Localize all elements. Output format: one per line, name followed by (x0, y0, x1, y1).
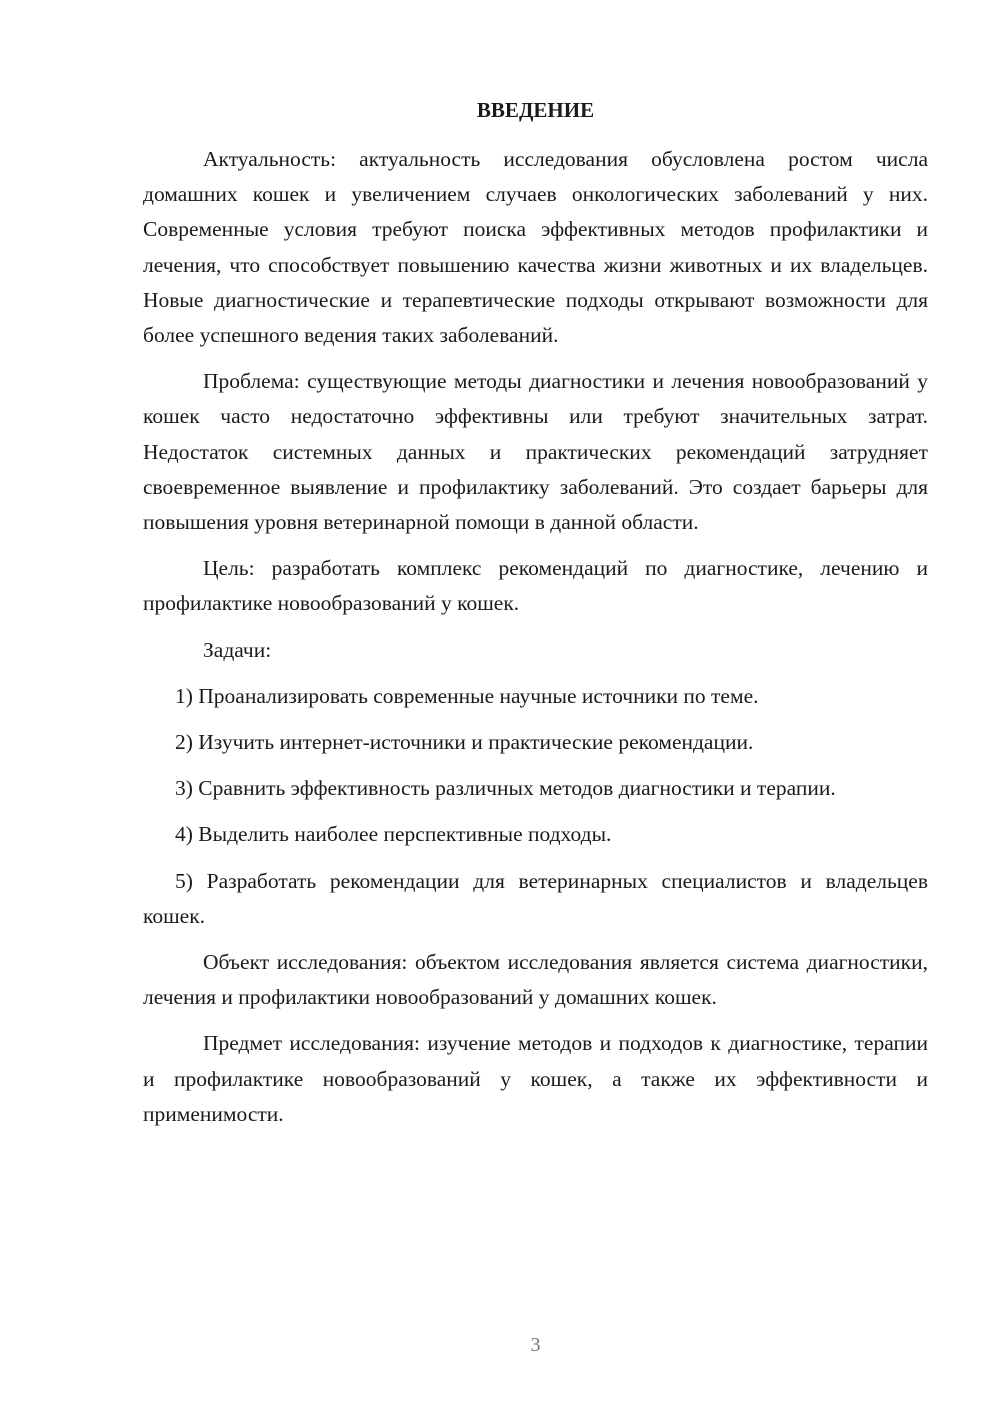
tasks-label: Задачи: (203, 637, 272, 662)
document-body (143, 142, 928, 1132)
relevance-paragraph: Актуальность: актуальность исследования обусловлена ростом числа домашних кошек и увеличением случаев онкологических заболеваний у них. Современные условия требуют поиска эффективных методов профилактики и лечения, что способствует повышению качества жизни животных и их владельцев. Новые диагностические и терапевтические подходы открывают возможности для более успешного ведения таких заболеваний. (143, 147, 928, 348)
task-item-4: 4) Выделить наиболее перспективные подходы. (175, 822, 612, 847)
subject-paragraph: Предмет исследования: изучение методов и подходов к диагностике, терапии и профилактике новообразований у кошек, а также их эффективности и применимости. (143, 1031, 928, 1126)
problem-paragraph: Проблема: существующие методы диагностики и лечения новообразований у кошек часто недостаточно эффективны или требуют значительных затрат. Недостаток системных данных и практических рекомендаций затрудняет своевременное выявление и профилактику заболеваний. Это создает барьеры для повышения уровня ветеринарной помощи в данной области. (143, 369, 928, 535)
object-paragraph: Объект исследования: объектом исследования является система диагностики, лечения и профилактики новообразований у домашних кошек. (143, 950, 928, 1010)
page-number: 3 (530, 1334, 541, 1356)
goal-paragraph: Цель: разработать комплекс рекомендаций по диагностике, лечению и профилактике новообразований у кошек. (143, 556, 928, 616)
task-item-5: 5) Разработать рекомендации для ветеринарных специалистов и владельцев кошек. (143, 868, 928, 928)
task-item-1: 1) Проанализировать современные научные источники по теме. (175, 683, 759, 708)
task-item-2: 2) Изучить интернет-источники и практические рекомендации. (175, 730, 754, 755)
task-item-3: 3) Сравнить эффективность различных методов диагностики и терапии. (175, 776, 836, 801)
section-heading: ВВЕДЕНИЕ (476, 98, 595, 122)
